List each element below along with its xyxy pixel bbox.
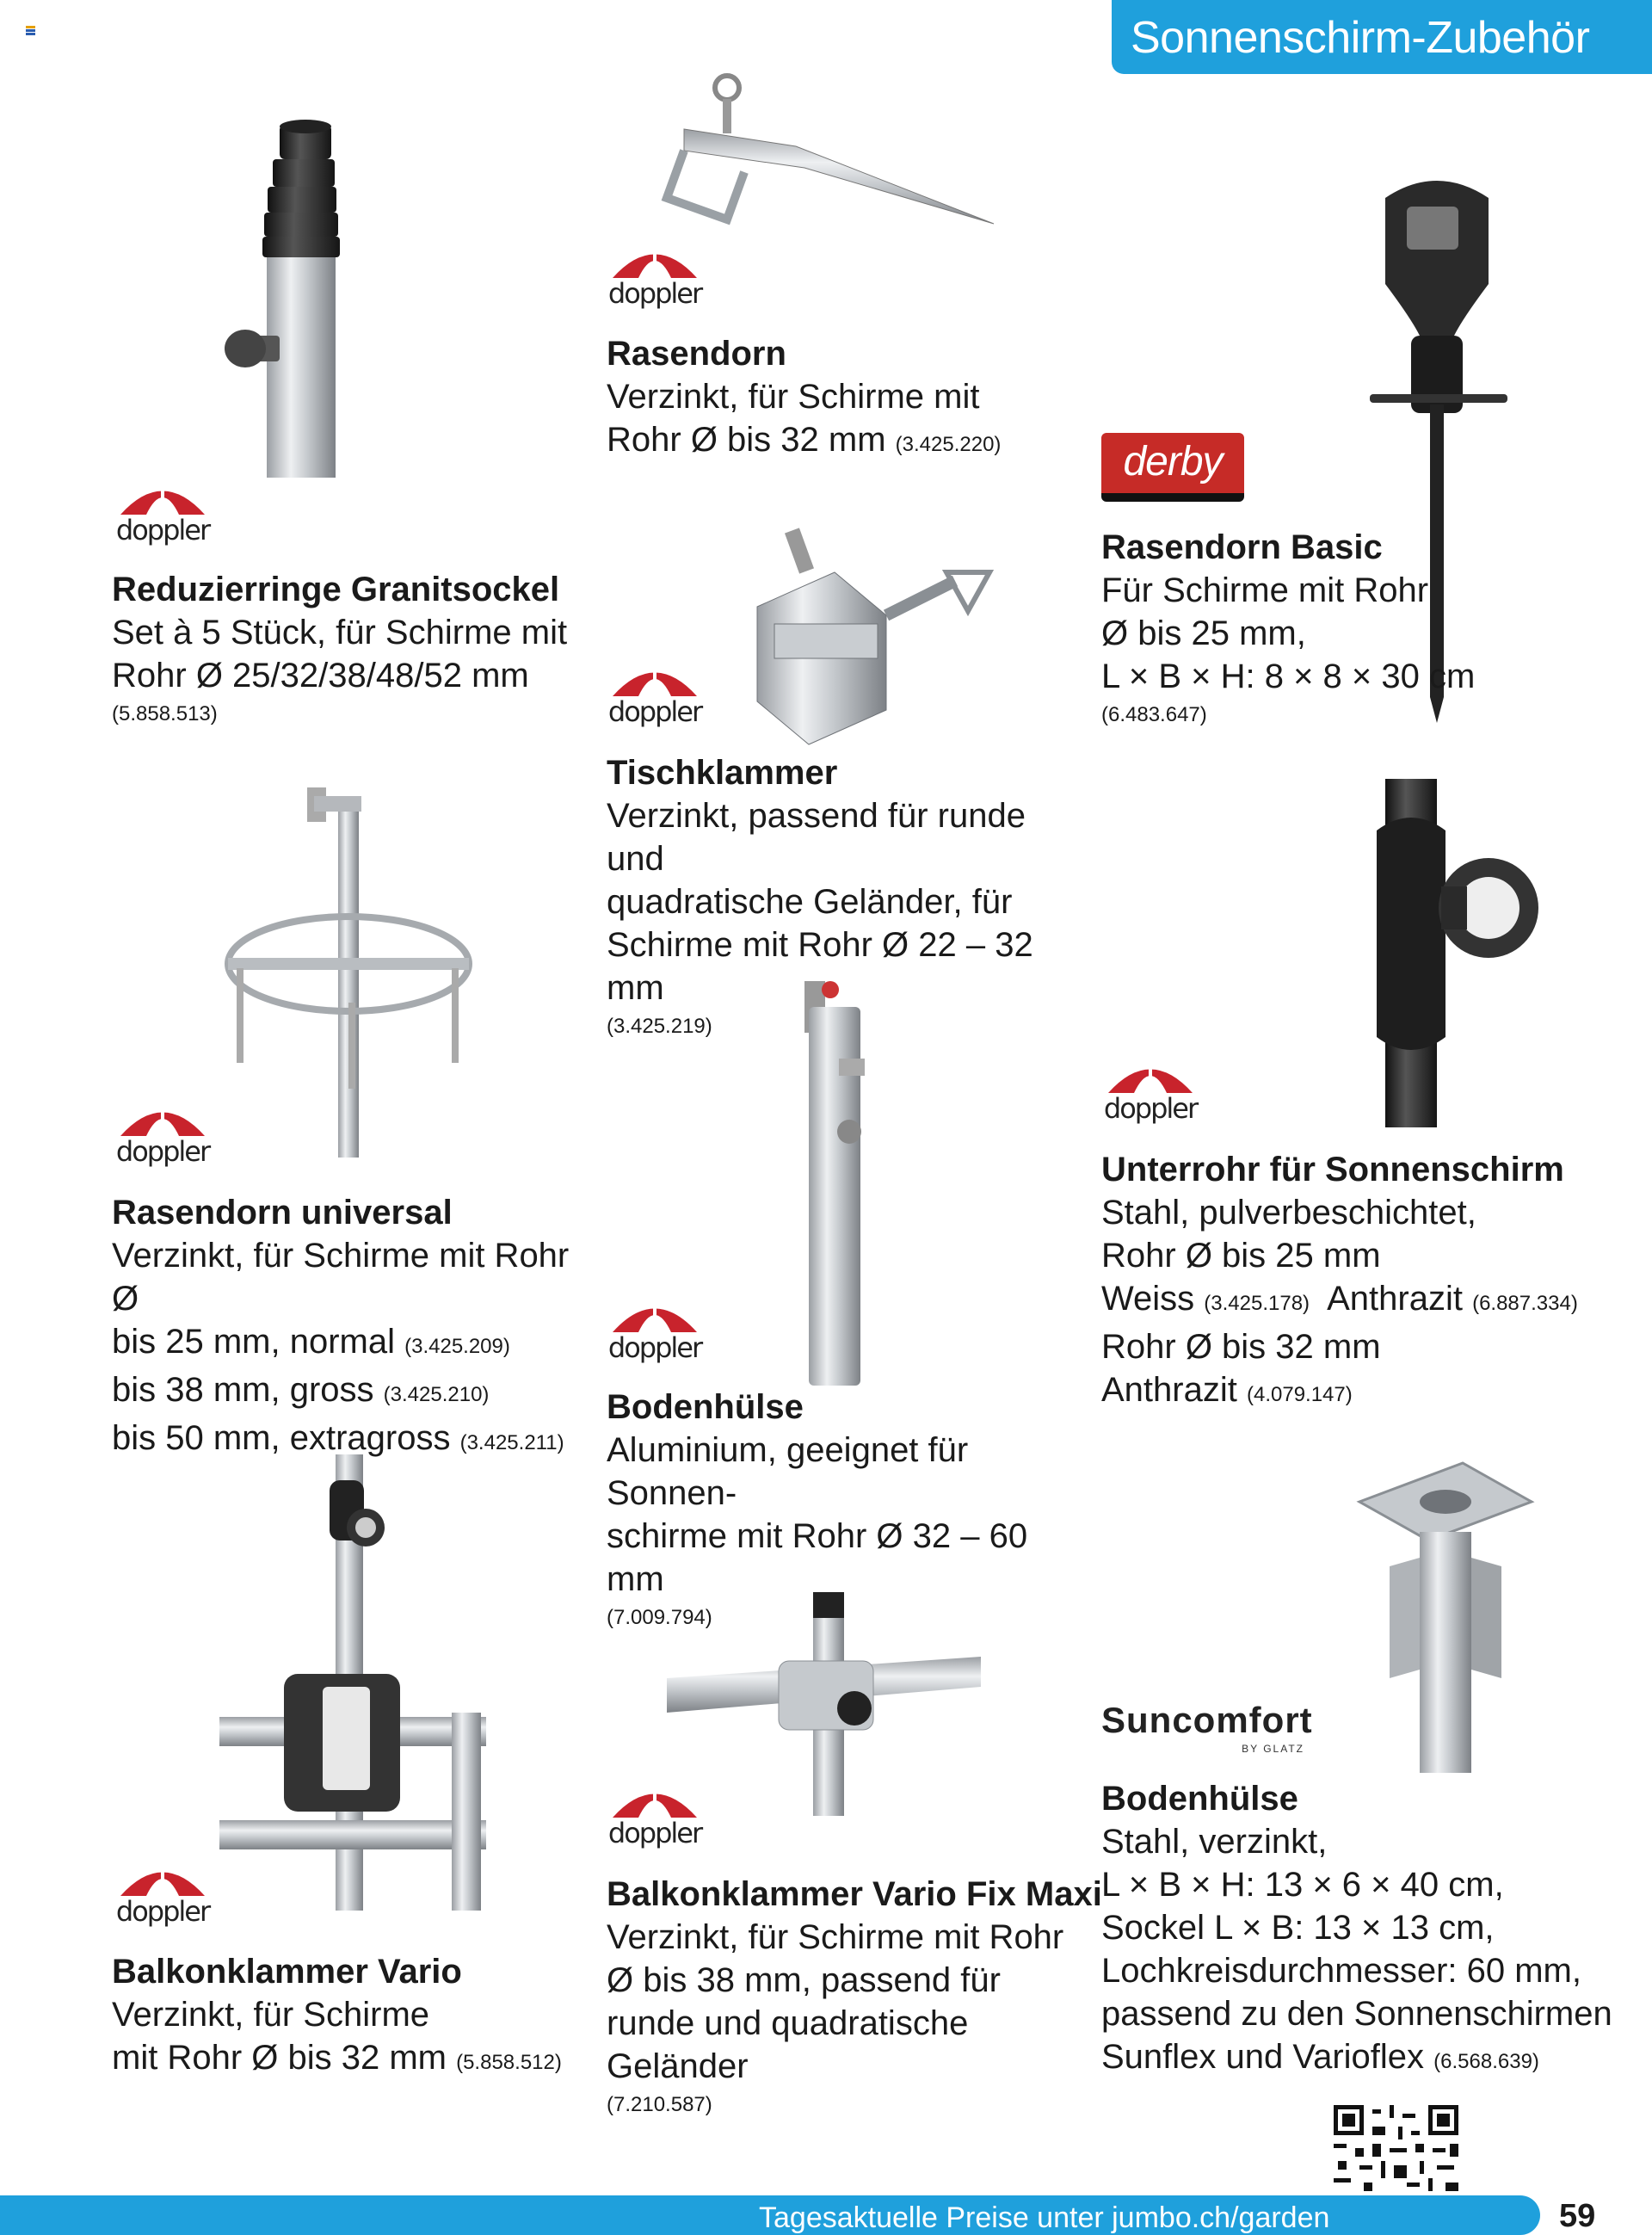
footer-link-text[interactable]: Tagesaktuelle Preise unter jumbo.ch/garden	[759, 2201, 1330, 2234]
doppler-logo: doppler	[604, 1779, 706, 1848]
product-description: Stahl, verzinkt, L × B × H: 13 × 6 × 40 cm, Sockel L × B: 13 × 13 cm, Lochkreisdurchmesser: 60 mm, passend zu den Sonnenschirmen	[1101, 1823, 1612, 2033]
umbrella-icon	[604, 239, 706, 282]
bodenhuelse-stahl-image	[1351, 1454, 1540, 1781]
doppler-logo: doppler	[112, 1857, 213, 1926]
product-bodenhuelse-alu	[607, 1386, 1088, 1635]
tischklammer-image	[740, 521, 998, 753]
product-unterrohr	[1101, 1148, 1635, 1417]
product-description: Verzinkt, für Schirme mit Rohr Ø	[112, 1237, 570, 1318]
product-name: Bodenhülse	[1101, 1780, 1298, 1818]
rasendorn-image	[632, 69, 1028, 250]
rasendorn-universal-image	[219, 779, 478, 1175]
product-description: Rohr Ø bis 32 mm	[607, 421, 886, 459]
variant-label: bis 25 mm, normal	[112, 1323, 395, 1361]
variant-label: bis 38 mm, gross	[112, 1371, 374, 1409]
product-description: Verzinkt, passend für runde und quadratische Geländer, für Schirme mit Rohr Ø 22 – 32 mm	[607, 797, 1033, 1007]
unterrohr-image	[1359, 779, 1549, 1127]
article-number: (3.425.220)	[895, 433, 1002, 456]
product-description: Verzinkt, für Schirme mit Rohr Ø bis 38 mm, passend für runde und quadratische Geländer	[607, 1918, 1064, 2085]
article-number: (7.009.794)	[607, 1606, 712, 1629]
umbrella-icon	[112, 1097, 213, 1140]
doppler-logo: doppler	[1100, 1054, 1201, 1123]
article-number: (6.887.334)	[1472, 1292, 1578, 1315]
umbrella-icon	[112, 476, 213, 519]
article-number: (3.425.211)	[459, 1431, 564, 1454]
flag-icon	[26, 26, 35, 35]
balkonklammer-vario-image	[219, 1454, 486, 1911]
umbrella-icon	[112, 1857, 213, 1900]
article-number: (6.568.639)	[1433, 2050, 1539, 2073]
article-number: (3.425.209)	[404, 1335, 510, 1358]
article-number: (7.210.587)	[607, 2093, 712, 2116]
section-header	[1112, 0, 1652, 74]
article-number: (3.425.219)	[607, 1015, 712, 1038]
variant-label: bis 50 mm, extragross	[112, 1419, 451, 1457]
product-balkonklammer-vario	[112, 1950, 594, 2084]
variant-label: Anthrazit	[1101, 1371, 1237, 1409]
product-description: Stahl, pulverbeschichtet, Rohr Ø bis 25 mm	[1101, 1194, 1476, 1275]
product-name: Rasendorn Basic	[1101, 528, 1383, 566]
umbrella-icon	[604, 1779, 706, 1822]
reduzierringe-image	[219, 116, 383, 478]
product-name: Unterrohr für Sonnenschirm	[1101, 1151, 1564, 1189]
product-rasendorn-universal	[112, 1191, 594, 1465]
product-balkonklammer-fix-maxi	[607, 1873, 1106, 2122]
product-description: Rohr Ø bis 32 mm	[1101, 1328, 1381, 1366]
product-name: Rasendorn universal	[112, 1194, 453, 1232]
product-description: Aluminium, geeignet für Sonnen- schirme mit Rohr Ø 32 – 60 mm	[607, 1431, 1028, 1598]
doppler-logo: doppler	[604, 1293, 706, 1362]
product-name: Rasendorn	[607, 335, 786, 373]
product-description: Set à 5 Stück, für Schirme mit Rohr Ø 25/32/38/48/52 mm	[112, 614, 568, 695]
doppler-logo: doppler	[112, 1097, 213, 1166]
product-description: Verzinkt, für Schirme	[112, 1996, 430, 2034]
article-number: (3.425.178)	[1204, 1292, 1310, 1315]
umbrella-icon	[604, 658, 706, 701]
product-name: Bodenhülse	[607, 1388, 804, 1426]
product-rasendorn-basic	[1101, 526, 1583, 732]
umbrella-icon	[1100, 1054, 1201, 1097]
article-number: (5.858.513)	[112, 702, 218, 725]
product-tischklammer	[607, 751, 1088, 1044]
product-name: Reduzierringe Granitsockel	[112, 571, 560, 608]
article-number: (4.079.147)	[1246, 1383, 1353, 1406]
article-number: (5.858.512)	[456, 2051, 562, 2074]
article-number: (3.425.210)	[383, 1383, 490, 1406]
product-reduzierringe	[112, 568, 594, 732]
section-title: Sonnenschirm-Zubehör	[1131, 13, 1590, 63]
product-name: Balkonklammer Vario Fix Maxi	[607, 1875, 1102, 1913]
page-number: 59	[1559, 2198, 1596, 2234]
product-bodenhuelse-stahl	[1101, 1777, 1635, 2084]
suncomfort-logo: Suncomfort BY GLATZ	[1101, 1700, 1313, 1755]
variant-label: Weiss	[1101, 1280, 1195, 1318]
variant-label: Anthrazit	[1327, 1280, 1463, 1318]
derby-logo: derby	[1101, 433, 1244, 502]
product-name: Tischklammer	[607, 754, 838, 792]
product-description: Für Schirme mit Rohr Ø bis 25 mm, L × B × H: 8 × 8 × 30 cm	[1101, 571, 1476, 695]
product-description: Verzinkt, für Schirme mit	[607, 378, 980, 416]
umbrella-icon	[604, 1293, 706, 1337]
product-description: mit Rohr Ø bis 32 mm	[112, 2039, 447, 2077]
product-name: Balkonklammer Vario	[112, 1953, 462, 1991]
product-description: Sunflex und Varioflex	[1101, 2038, 1425, 2076]
doppler-logo: doppler	[112, 476, 213, 545]
doppler-logo: doppler	[604, 239, 706, 308]
article-number: (6.483.647)	[1101, 703, 1207, 726]
product-rasendorn	[607, 332, 1088, 466]
doppler-logo: doppler	[604, 658, 706, 726]
